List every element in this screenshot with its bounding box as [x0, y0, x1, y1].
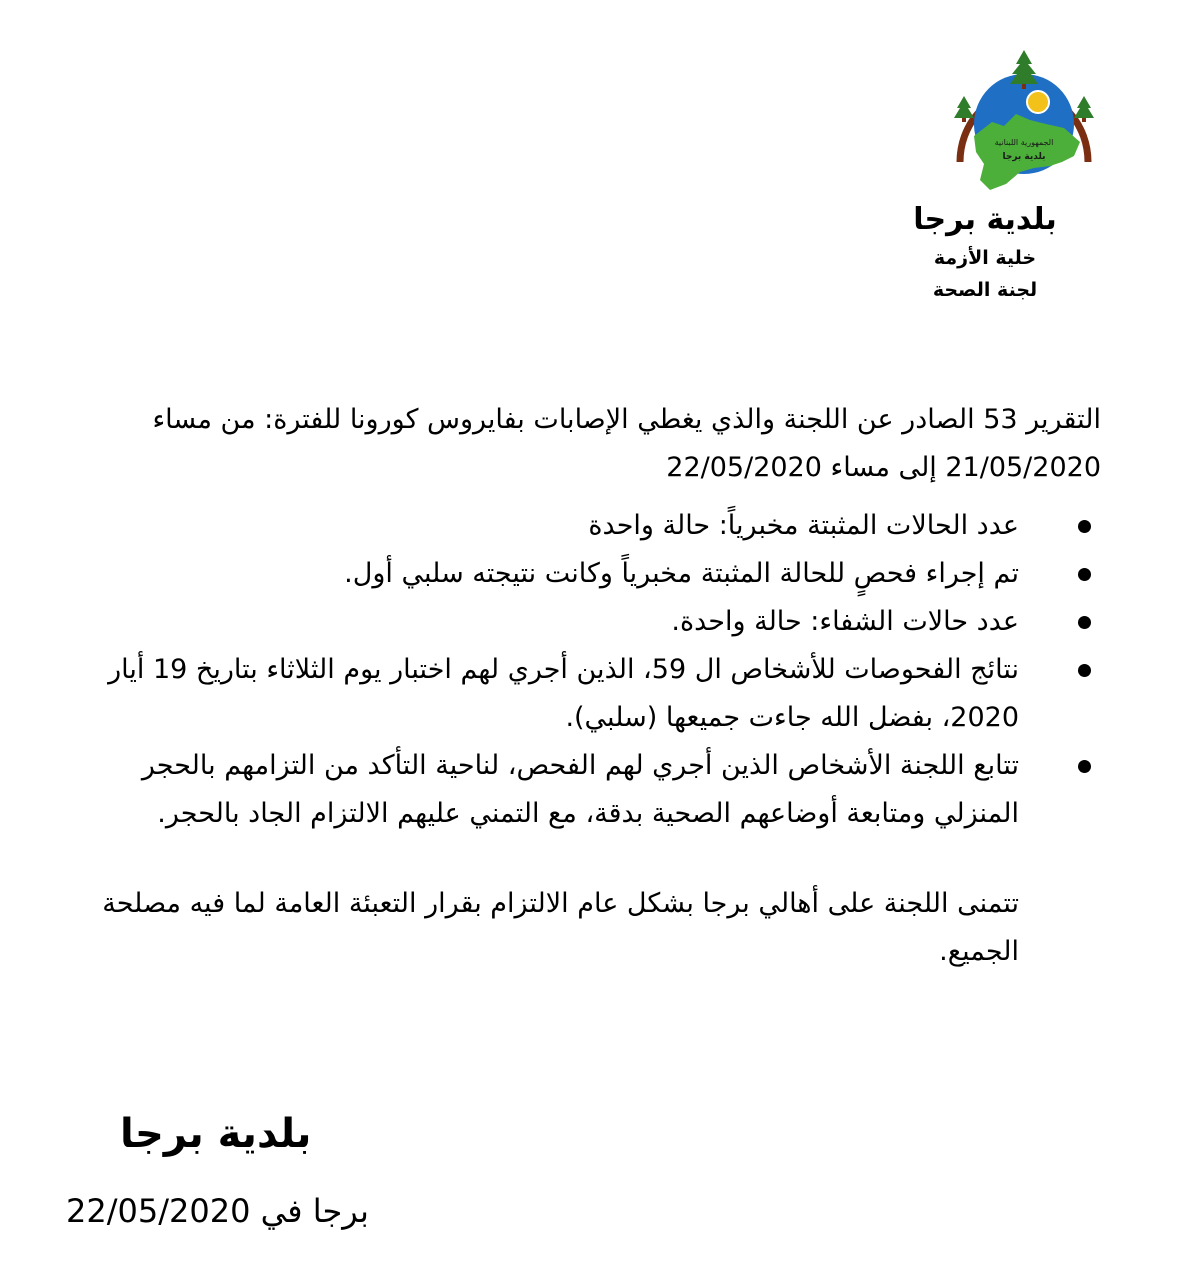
report-bullet-list: [60, 502, 1101, 838]
crisis-cell-name: خلية الأزمة: [933, 247, 1037, 269]
list-item: [60, 598, 1019, 646]
list-item: [60, 742, 1019, 838]
letterhead: [885, 198, 1085, 306]
report-body: [60, 396, 1101, 976]
bullet-text: نتائج الفحوصات للأشخاص ال 59، الذين أجري لهم اختبار يوم الثلاثاء بتاريخ 19 أيار 2020، بفضل الله جاءت جميعها (سلبي).: [108, 654, 1019, 733]
bullet-text: تم إجراء فحصٍ للحالة المثبتة مخبرياً وكانت نتيجته سلبي أول.: [344, 558, 1019, 589]
list-item: [60, 550, 1019, 598]
list-item: [60, 646, 1019, 742]
signature-name: بلدية برجا: [120, 1111, 312, 1157]
closing-paragraph: تتمنى اللجنة على أهالي برجا بشكل عام الالتزام بقرار التعبئة العامة لما فيه مصلحة الجميع.: [102, 888, 1019, 967]
bullet-icon: [1078, 616, 1091, 629]
organization-name: بلدية برجا: [913, 202, 1057, 237]
seal-text-bottom: بلدية برجا: [1002, 152, 1046, 162]
health-committee-name: لجنة الصحة: [932, 279, 1038, 301]
bullet-icon: [1078, 664, 1091, 677]
report-intro: التقرير 53 الصادر عن اللجنة والذي يغطي الإصابات بفايروس كورونا للفترة: من مساء 21/05/2020 إلى مساء 22/05/2020: [152, 404, 1101, 483]
bullet-text: عدد الحالات المثبتة مخبرياً: حالة واحدة: [588, 510, 1019, 541]
signature-date: برجا في 22/05/2020: [66, 1192, 369, 1230]
bullet-icon: [1078, 760, 1091, 773]
list-item: [60, 502, 1019, 550]
municipality-seal-icon: [946, 44, 1102, 194]
bullet-text: تتابع اللجنة الأشخاص الذين أجري لهم الفحص، لناحية التأكد من التزامهم بالحجر المنزلي ومتابعة أوضاعهم الصحية بدقة، مع التمني عليهم الالتزام الجاد بالحجر.: [141, 750, 1019, 829]
seal-text-top: الجمهورية اللبنانية: [994, 138, 1054, 147]
bullet-text: عدد حالات الشفاء: حالة واحدة.: [671, 606, 1019, 637]
bullet-icon: [1078, 520, 1091, 533]
bullet-icon: [1078, 568, 1091, 581]
